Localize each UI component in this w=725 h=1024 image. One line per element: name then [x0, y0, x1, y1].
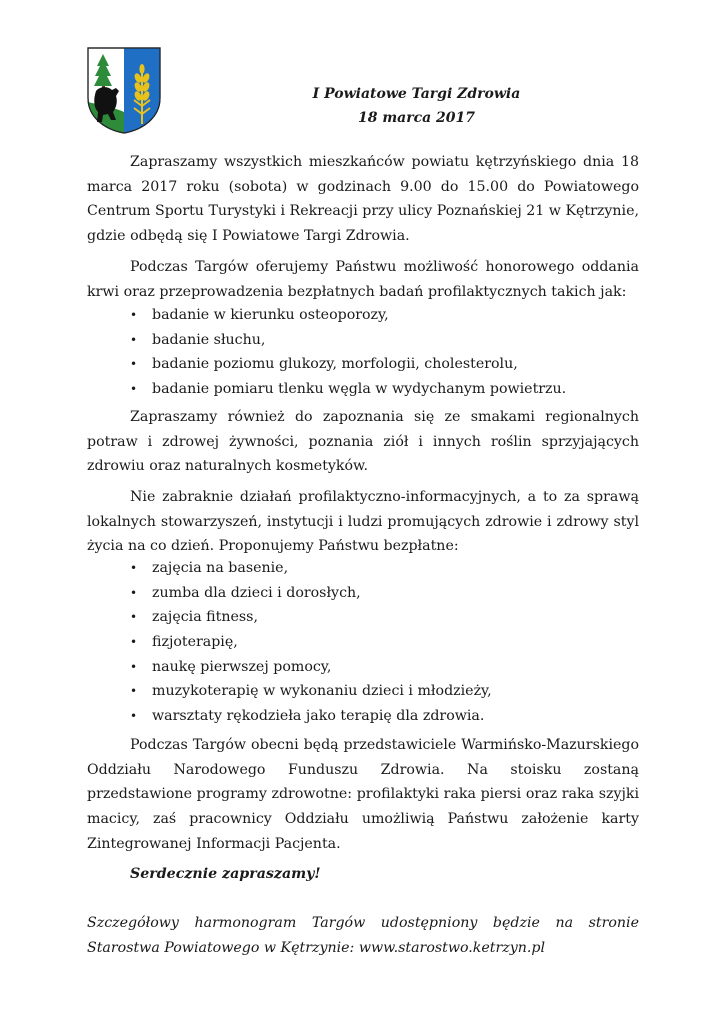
list-item: • zajęcia na basenie, [87, 556, 639, 581]
event-date: 18 marca 2017 [357, 110, 476, 126]
list-item: • fizjoterapię, [87, 630, 639, 655]
list-item: • zumba dla dzieci i dorosłych, [87, 581, 639, 606]
list-item: • naukę pierwszej pomocy, [87, 655, 639, 680]
paragraph-offer: Podczas Targów oferujemy Państwu możliwość honorowego oddania krwi oraz przeprowadzenia bezpłatnych badań profilaktycznych takich jak: [87, 259, 639, 300]
bullet-icon: • [130, 561, 138, 575]
exams-list [87, 303, 639, 402]
bullet-icon: • [130, 684, 138, 699]
paragraph-food: Zapraszamy również do zapoznania się ze smakami regionalnych potraw i zdrowej żywności, poznania ziół i innych roślin sprzyjających zdrowiu oraz naturalnych kosmetyków. [87, 409, 639, 475]
list-item: • warsztaty rękodzieła jako terapię dla zdrowia. [87, 704, 639, 729]
paragraph-activities: Nie zabraknie działań profilaktyczno-informacyjnych, a to za sprawą lokalnych stowarzyszeń, instytucji i ludzi promujących zdrowie i zdrowy styl życia na co dzień. Proponujemy Państwu bezpłatne: [87, 489, 639, 555]
paragraph-nfz: Podczas Targów obecni będą przedstawiciele Warmińsko-Mazurskiego Oddziału Narodowego Funduszu Zdrowia. Na stoisku zostaną przedstawione programy zdrowotne: profilaktyki raka piersi oraz raka szyjki macicy, zaś pracownicy Oddziału umożliwią Państwu założenie karty Zintegrowanej Informacji Pacjenta. [87, 737, 639, 852]
bullet-icon: • [130, 308, 138, 322]
bullet-icon: • [130, 585, 138, 600]
bullet-icon: • [130, 709, 138, 724]
bullet-icon: • [130, 332, 138, 347]
schedule-note: Szczegółowy harmonogram Targów udostępniony będzie na stronie Starostwa Powiatowego w Kętrzynie: www.starostwo.ketrzyn.pl [87, 915, 639, 956]
event-title: I Powiatowe Targi Zdrowia [312, 86, 521, 102]
list-item: • badanie pomiaru tlenku węgla w wydychanym powietrzu. [87, 377, 639, 402]
list-item: • badanie słuchu, [87, 328, 639, 353]
bullet-icon: • [130, 635, 138, 650]
bullet-icon: • [130, 659, 138, 674]
bullet-icon: • [130, 610, 138, 625]
bullet-icon: • [130, 357, 138, 372]
paragraph-invitation: Zapraszamy wszystkich mieszkańców powiatu kętrzyńskiego dnia 18 marca 2017 roku (sobota) w godzinach 9.00 do 15.00 do Powiatowego Centrum Sportu Turystyki i Rekreacji przy ulicy Poznańskiej 21 w Kętrzynie, gdzie odbędą się I Powiatowe Targi Zdrowia. [87, 154, 639, 245]
activities-list [87, 556, 639, 729]
bullet-icon: • [130, 382, 138, 397]
list-item: • badanie poziomu glukozy, morfologii, cholesterolu, [87, 352, 639, 377]
list-item: • muzykoterapię w wykonaniu dzieci i młodzieży, [87, 679, 639, 704]
signoff: Serdecznie zapraszamy! [130, 866, 321, 882]
list-item: • zajęcia fitness, [87, 605, 639, 630]
list-item: • badanie w kierunku osteoporozy, [87, 303, 639, 328]
